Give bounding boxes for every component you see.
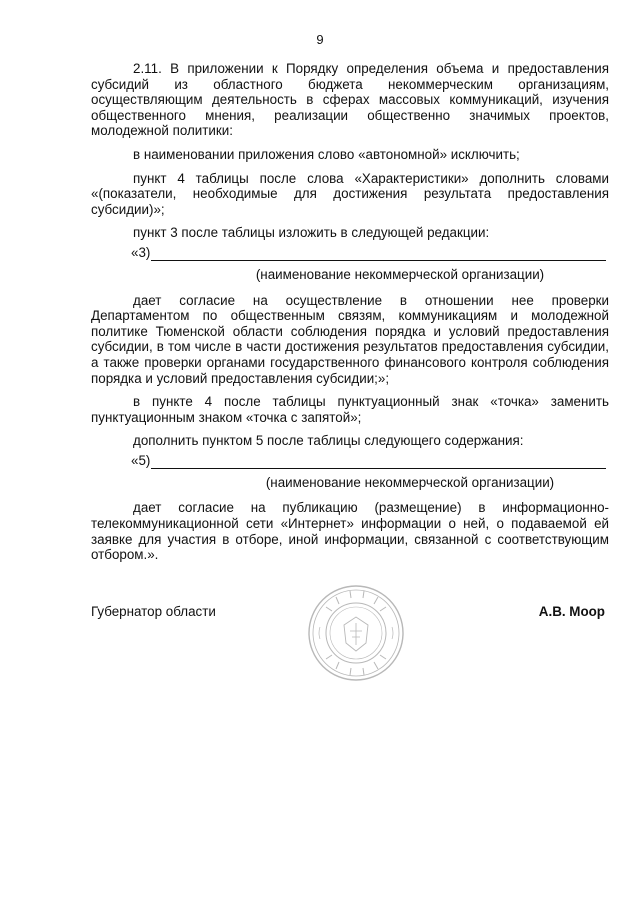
page-number: 9 bbox=[316, 32, 324, 47]
paragraph-consent-publication: дает согласие на публикацию (размещение) в информационно-телекоммуникационной сети «Интернет» информации о ней, о подаваемой ей заявке для участия в отборе, иной информации, связанной с соответствующим отбором.». bbox=[91, 500, 609, 563]
organization-blank-1 bbox=[91, 245, 609, 261]
blank-line bbox=[151, 248, 606, 261]
blank-caption-1: (наименование некоммерческой организации) bbox=[255, 266, 545, 282]
paragraph-table-item-4: пункт 4 таблицы после слова «Характеристики» дополнить словами «(показатели, необходимые для достижения результата предоставления субсидии)»; bbox=[91, 170, 609, 217]
paragraph-add-item-5: дополнить пунктом 5 после таблицы следующего содержания: bbox=[133, 433, 524, 449]
paragraph-punctuation-change: в пункте 4 после таблицы пунктуационный знак «точка» заменить пунктуационным знаком «точка с запятой»; bbox=[91, 394, 609, 425]
blank-prefix-3: «3) bbox=[131, 245, 151, 261]
organization-blank-2 bbox=[91, 453, 609, 469]
blank-caption-2: (наименование некоммерческой организации) bbox=[265, 474, 555, 490]
paragraph-2-11: 2.11. В приложении к Порядку определения объема и предоставления субсидий из областного бюджета некоммерческим организациям, осуществляющим деятельность в сферах массовых коммуникаций, изучения общественного мнения, реализации общественно значимых проектов, молодежной политики: bbox=[91, 61, 609, 139]
blank-prefix-5: «5) bbox=[131, 453, 151, 469]
signatory-name: А.В. Моор bbox=[538, 604, 605, 619]
paragraph-consent-inspection: дает согласие на осуществление в отношении нее проверки Департаментом по общественным связям, коммуникациям и молодежной политике Тюменской области соблюдения порядка и условий предоставления субсидии, в том числе в части достижения результатов предоставления субсидии, а также проверки органами государственного финансового контроля соблюдения порядка и условий предоставления субсидии;»; bbox=[91, 292, 609, 386]
official-seal-icon bbox=[306, 583, 406, 683]
paragraph-item-3-redaction: пункт 3 после таблицы изложить в следующей редакции: bbox=[133, 225, 490, 241]
paragraph-title-change: в наименовании приложения слово «автономной» исключить; bbox=[133, 146, 520, 162]
document-body bbox=[91, 61, 609, 571]
blank-line bbox=[151, 456, 606, 469]
signatory-title: Губернатор области bbox=[91, 604, 216, 619]
signature-block bbox=[91, 604, 609, 626]
